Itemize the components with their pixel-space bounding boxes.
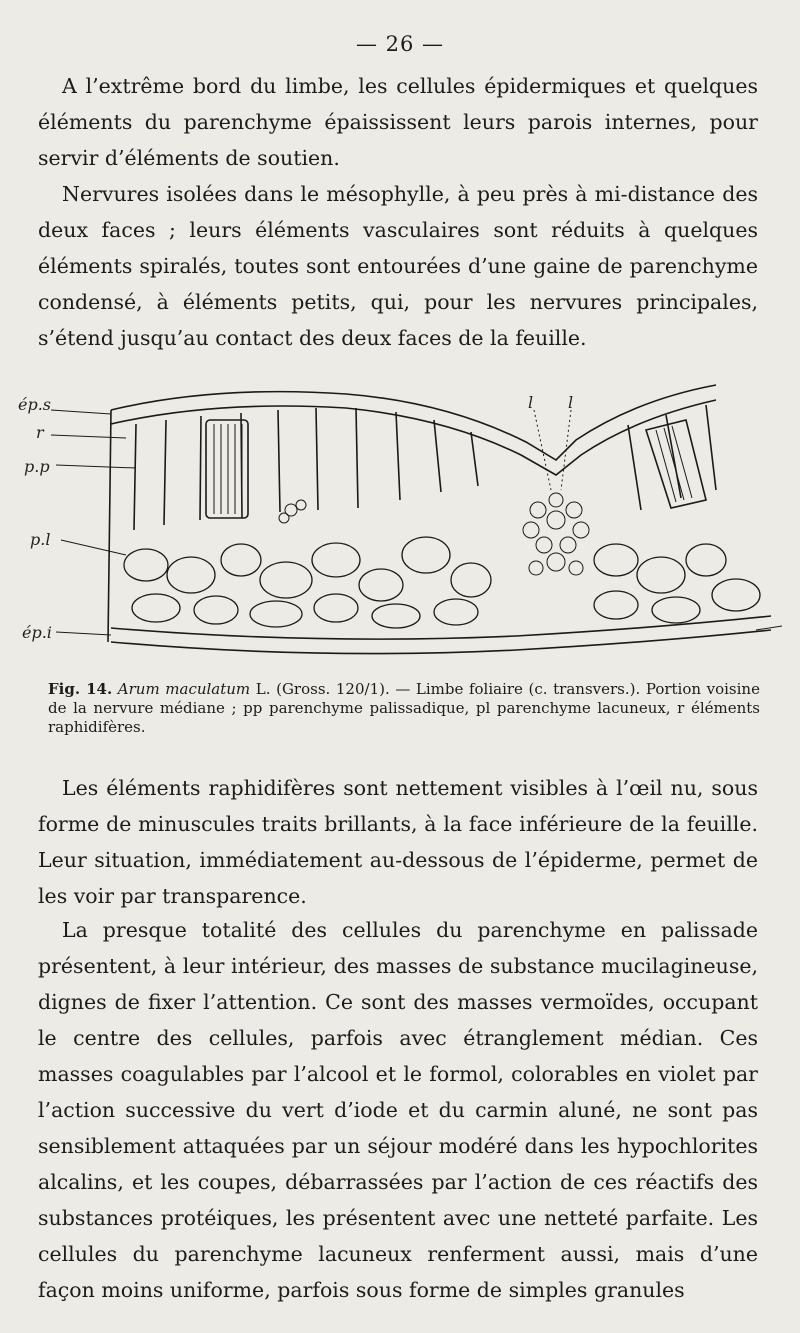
paragraph-1: A l’extrême bord du limbe, les cellules épidermiques et quelques éléments du parenchyme épaississent leurs parois internes, pour servir d’éléments de soutien.: [38, 74, 758, 170]
caption-figure-number: Fig. 14.: [48, 680, 113, 698]
label-palisade: p.p: [24, 457, 50, 476]
label-raphide: r: [36, 423, 44, 442]
label-spongy: p.l: [30, 530, 51, 549]
paragraph-2: Nervures isolées dans le mésophylle, à peu près à mi-distance des deux faces ; leurs éléments vasculaires sont réduits à quelques éléments spiralés, toutes sont entourées d’une gaine de parenchyme condensé, à éléments petits, qui, pour les nervures principales, s’étend jusqu’au contact des deux faces de la feuille.: [38, 182, 758, 350]
caption-species: Arum maculatum: [117, 680, 251, 698]
paragraph-4: La presque totalité des cellules du parenchyme en palissade présentent, à leur intérieur, des masses de substance mucilagineuse, dignes de fixer l’attention. Ce sont des masses vermoïdes, occupant le centre des cellules, parfois avec étranglement médian. Ces masses coagulables par l’alcool et le formol, colorables en violet par l’action successive du vert d’iode et du carmin aluné, ne sont pas sensiblement attaquées par un séjour modéré dans les hypochlorites alcalins, et les coupes, débarrassées par l’action de ces réactifs des substances protéiques, les présentent avec une netteté parfaite. Les cellules du parenchyme lacuneux renferment aussi, mais d’une façon moins uniforme, parfois sous forme de simples granules: [38, 918, 758, 1302]
label-vein-l2: l: [568, 393, 574, 412]
caption-text: L. (Gross. 120/1). — Limbe foliaire (c. transvers.). Portion voisine de la nervure médiane ; pp parenchyme palissadique, pl parenchyme lacuneux, r éléments raphidifères.: [48, 680, 760, 736]
label-vein-l1: l: [528, 393, 534, 412]
paragraph-3: Les éléments raphidifères sont nettement visibles à l’œil nu, sous forme de minuscules traits brillants, à la face inférieure de la feuille. Leur situation, immédiatement au-dessous de l’épiderme, permet de les voir par transparence.: [38, 776, 758, 908]
page-number: — 26 —: [355, 32, 445, 56]
figure-caption: [48, 680, 760, 737]
label-upper-epidermis: ép.s: [18, 395, 52, 414]
leaf-cross-section-drawing: [16, 380, 786, 670]
leaf-cross-section-figure: [16, 380, 786, 670]
label-lower-epidermis: ép.i: [22, 623, 52, 642]
